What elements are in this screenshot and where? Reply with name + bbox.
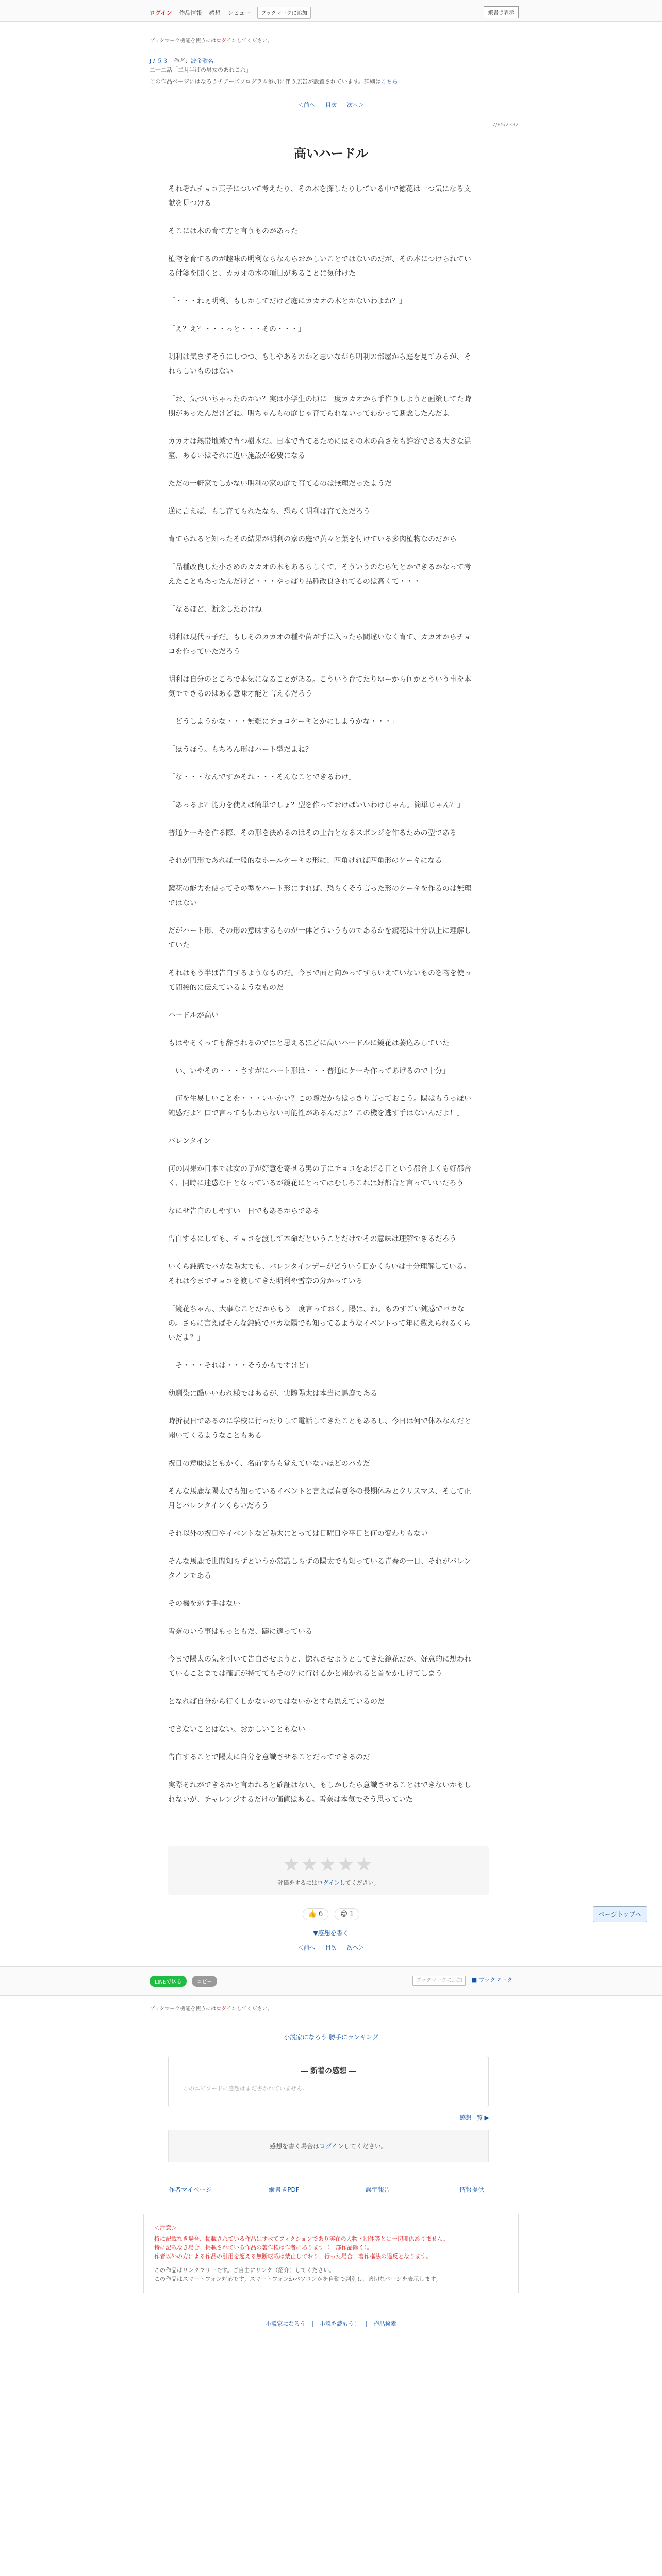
body-paragraph: 育てられると知ったその結果が明利の家の庭で黄々と葉を付けている多肉植物なのだから (168, 535, 457, 544)
notice-login-link-bottom[interactable]: ログイン (216, 2006, 237, 2012)
body-paragraph: そんな馬鹿な陽太でも知っているイベントと言えば春夏冬の長期休みとクリスマス、そして正月とバレンタインくらいだろう (168, 1487, 471, 1510)
body-paragraph: できないことはない。おかしいこともない (168, 1725, 305, 1734)
vertical-display-button[interactable]: 縦書き表示 (484, 6, 519, 18)
review-login-link[interactable]: ログイン (319, 2143, 344, 2150)
login-notice: ブックマーク機能を使うにはログインしてください。 (150, 38, 273, 44)
body-paragraph: いくら鈍感でバカな陽太でも、バレンタインデーがどういう日かくらいは十分理解している。それは今までチョコを渡してきた明利や雪奈の分かっている (168, 1263, 471, 1285)
ad-details-link[interactable]: こちら (380, 78, 398, 85)
body-paragraph: となれば自分から行くしかないのではないかとすら思えているのだ (168, 1698, 385, 1706)
body-paragraph: 雪奈のいう事はもっともだ、躊に適っている (168, 1628, 312, 1636)
footer-search-link[interactable]: 作品検索 (373, 2320, 396, 2327)
body-paragraph: 「お、気づいちゃったのかい？実は小学生の頃に一度カカオから手作りしようと画策してた時期があったんだけどね。明ちゃんもの庭じゃ育てられないってわかって断念したんだよ」 (168, 395, 471, 418)
rating-login-link[interactable]: ログイン (317, 1879, 340, 1886)
body-paragraph: 「どうしようかな・・・無難にチョコケーキとかにしようかな・・・」 (168, 718, 399, 726)
author-mypage-link[interactable]: 作者マイページ (169, 2186, 212, 2193)
pager-bottom (143, 1943, 519, 1952)
typo-report-link[interactable]: 誤字報告 (365, 2186, 390, 2193)
author-link[interactable]: 波金歌名 (190, 58, 213, 64)
reaction-smile[interactable]: 😊 1 (335, 1908, 359, 1920)
rating-box: ★★★★★ 評価をするにはログインしてください。 (168, 1846, 489, 1895)
body-paragraph: 告白することで陽太に自分を意識させることだってできるのだ (168, 1753, 370, 1761)
copy-button[interactable]: コピー (192, 1976, 218, 1987)
body-paragraph: 明利は自分のところで本気になることがある。こういう育てたりゆーから何かとういう事を本気でできるのはある意味才能と言えるだろう (168, 675, 471, 698)
body-paragraph: 鏡花の能力を使ってその型をハート形にすれば、恐らくそう言った形のケーキを作るのは無理ではない (168, 885, 471, 907)
body-paragraph: だがハート形、その形の意味するものが一体どういうものであるかを鏡花は十分以上に理解していた (168, 927, 471, 950)
series-link[interactable]: J / ５３ (150, 58, 168, 64)
body-paragraph: それ以外の祝日やイベントなど陽太にとっては日曜日や平日と何の変わりもない (168, 1530, 428, 1538)
main-content (143, 36, 519, 1952)
body-paragraph: 告白するにしても、チョコを渡して本命だということだけでその意味は理解できるだろう (168, 1235, 457, 1243)
body-paragraph: バレンタイン (168, 1137, 211, 1145)
info-provide-link[interactable]: 情報提供 (459, 2186, 484, 2193)
body-paragraph: 実際それができるかと言われると確証はない。もしかしたら意識させることはできないかもしれないが、チャレンジするだけの価値はある。雪奈は本気でそう思っていた (168, 1781, 471, 1804)
body-paragraph: 「品種改良した小さめのカカオの木もあるらしくて、そういうのなら何とかできるかなって考えたこともあったんだけど・・・やっぱり品種改良されてるのは高くて・・・」 (168, 563, 471, 586)
body-paragraph: それが円形であれば一般的なホールケーキの形に、四角ければ四角形のケーキになる (168, 857, 442, 865)
novel-meta: J / ５３ 作者：波金歌名 二十二話「二月半ばの男女のあれこれ」 この作品ページにはなろうチアーズプログラム参加に伴う広告が設置されています。詳細はこちら (150, 57, 519, 86)
footer-yomou-link[interactable]: 小説を読もう！ (320, 2320, 359, 2327)
reaction-thumbs-up[interactable]: 👍 6 (303, 1908, 329, 1920)
bookmark-add-button-bottom[interactable]: ブックマークに追加 (412, 1976, 466, 1986)
body-paragraph: 「あっるよ？能力を使えば簡単でしょ？型を作っておけばいいわけじゃん。簡単じゃん？」 (168, 801, 465, 809)
footer-narou-link[interactable]: 小説家になろう (266, 2320, 306, 2327)
body-paragraph: その機を逃す手はない (168, 1600, 240, 1608)
next-link-bottom[interactable]: 次へ＞ (347, 1944, 364, 1951)
body-paragraph: カカオは熱帯地域で育つ樹木だ。日本で育てるためにはその木の高さをも許容できる大きな温室、あるいはそれに近い施設が必要になる (168, 437, 471, 460)
login-to-review: 感想を書く場合はログインしてください。 (168, 2130, 489, 2162)
body-paragraph: 逆に言えば、もし育てられたなら、恐らく明利は育てただろう (168, 507, 370, 516)
line-share-button[interactable]: LINEで送る (150, 1976, 187, 1987)
page-top-button[interactable]: ページトップへ (593, 1906, 647, 1922)
body-paragraph: 今まで陽太の気を引いて告白させようと、惚れさせようとしてきた鏡花だが、好意的に想われていることまでは確証が持ててもその先に行けるかと聞かれると首をかしげてしまう (168, 1655, 471, 1678)
reactions (143, 1908, 519, 1920)
episode-number: 7/85/2332 (492, 122, 519, 128)
body-paragraph: 「・・・ねぇ明利、もしかしてだけど庭にカカオの木とかないわよね？」 (168, 297, 406, 306)
thumbs-up-icon: 👍 (308, 1910, 317, 1918)
body-paragraph: 「そ・・・それは・・・そうかもですけど」 (168, 1362, 312, 1370)
login-link[interactable]: ログイン (150, 9, 172, 16)
body-paragraph: そんな馬鹿で世間知らずというか常識しらずの陽太でも知っている青春の一日、それがバレンタインである (168, 1557, 471, 1580)
login-notice-bottom: ブックマーク機能を使うにはログインしてください。 (150, 2006, 273, 2012)
top-bar (0, 0, 662, 22)
write-review-link[interactable]: ▼感想を書く (313, 1929, 349, 1937)
prev-link[interactable]: ＜前へ (298, 101, 315, 108)
body-paragraph: そこには木の育て方と言うものがあった (168, 227, 298, 235)
body-paragraph: 「鏡花ちゃん、大事なことだからもう一度言っておく。陽は、ね。ものすごい鈍感でバカなの。さらに言えばそんな鈍感でバカな陽でも知ってるようなイベントって年に数えられるくらいだよ？」 (168, 1305, 471, 1342)
prev-link-bottom[interactable]: ＜前へ (298, 1944, 315, 1951)
toc-link-bottom[interactable]: 目次 (325, 1944, 337, 1951)
body-paragraph: 時折祝日であるのに学校に行ったりして電話してきたこともあるし、今日は何で休みなんだと聞いてくるようなこともある (168, 1417, 471, 1440)
body-paragraph: ただの一軒家でしかない明利の家の庭で育てるのは無理だったようだ (168, 480, 392, 488)
body-paragraph: 「何を生易しいことを・・・いいかい？この際だからはっきり言っておこう。陽はもうっぽい鈍感だよ？口で言っても伝わらない可能性があるんだよ？この機を逃す手はないんだよ！」 (168, 1095, 471, 1117)
all-impressions-link[interactable]: 感想一覧 ▶ (460, 2114, 489, 2121)
smile-icon: 😊 (340, 1910, 347, 1918)
bookmark-link[interactable]: ■ ブックマーク (471, 1977, 512, 1984)
body-paragraph: ハードルが高い (168, 1011, 219, 1020)
caution-box: ＜注意＞ 特に記載なき場合、掲載されている作品はすべてフィクションであり実在の人物・団体等とは一切関係ありません。 特に記載なき場合、掲載されている作品の著作権は作者にあります（一部作品除く）。 作者以外の方による作品の引用を超える無断転載は禁止しており、行った場合、著作権法の違反となります。 この作品はリンクフリーです。ご自由にリンク（紹介）してください。 この作品はスマートフォン対応です。スマートフォンかパソコンかを自動で判別し、適切なページを表示します。 (143, 2214, 519, 2293)
body-paragraph: 「い、いやその・・・さすがにハート形は・・・普通にケーキ作ってあげるので十分」 (168, 1067, 450, 1075)
site-footer: 小説家になろう | 小説を読もう！ | 作品検索 (143, 2309, 519, 2328)
share-bar (0, 1966, 662, 1996)
body-paragraph: 何の因果か日本では女の子が好意を寄せる男の子にチョコをあげる日という都合よくも好都合く、同時に迷惑な日となっているが鏡花にとってはむしろこれは好都合と言っていいだろう (168, 1165, 471, 1188)
body-paragraph: それぞれチョコ菓子について考えたり、その本を探したりしている中で徳花は一つ気になる文献を見つける (168, 185, 471, 208)
footer-links (143, 2179, 519, 2199)
notice-login-link[interactable]: ログイン (216, 38, 237, 44)
next-link[interactable]: 次へ＞ (347, 101, 364, 108)
body-paragraph: それはもう半ば告白するようなものだ。今まで面と向かってすらいえていないものを物を使って間接的に伝えているようなものだ (168, 969, 471, 992)
chapter-name: 二十二話「二月半ばの男女のあれこれ」 (150, 66, 252, 73)
ranking-link[interactable]: 小説家になろう 勝手にランキング (284, 2033, 378, 2041)
body-paragraph: 祝日の意味はともかく、名前すらも覚えていないほどのバカだ (168, 1460, 370, 1468)
impressions-heading: ― 新着の感想 ― (301, 2067, 356, 2075)
impressions-empty: このエピソードに感想はまだ書かれていません。 (183, 2085, 308, 2092)
body-paragraph: 明利は現代っ子だ。もしそのカカオの種や苗が手に入ったら間違いなく育て、カカオからチョコを作っていただろう (168, 633, 471, 656)
episode-title: 高いハードル (294, 146, 368, 161)
impressions-link[interactable]: 感想 (209, 9, 221, 16)
body-paragraph: 「ほうほう。もちろん形はハート型だよね？」 (168, 745, 320, 754)
toc-link[interactable]: 目次 (325, 101, 337, 108)
body-paragraph: 「な・・・なんですかそれ・・・そんなことできるわけ」 (168, 773, 356, 782)
body-paragraph: 植物を育てるのが趣味の明利ならなんらおかしいことではないのだが、その本につけられている付箋を開くと、カカオの木の項目があることに気付けた (168, 255, 471, 278)
new-impressions-box (168, 2056, 489, 2107)
works-info-link[interactable]: 作品情報 (179, 9, 202, 16)
episode-body (168, 182, 477, 1807)
pager-top (143, 100, 519, 109)
body-paragraph: 幼馴染に酷いいわれ様ではあるが、実際陽太は本当に馬鹿である (168, 1389, 377, 1398)
body-paragraph: もはやそくっても辞されるのではと思えるほどに高いハードルに鏡花は萎込みしていた (168, 1039, 450, 1047)
body-paragraph: 「え？え？・・・っと・・・その・・・」 (168, 325, 305, 333)
body-paragraph: 「なるほど、断念したわけね」 (168, 605, 269, 614)
body-paragraph: 明利は気まずそうにしつつ、もしやあるのかと思いながら明利の部屋から庭を見てみるが、それらしいものはない (168, 353, 471, 376)
vertical-pdf-link[interactable]: 縦書きPDF (269, 2186, 300, 2193)
rating-stars[interactable]: ★★★★★ (283, 1854, 374, 1875)
bookmark-add-button[interactable]: ブックマークに追加 (257, 7, 310, 19)
body-paragraph: 普通ケーキを作る際、その形を決めるのはその土台となるスポンジを作るための型である (168, 829, 457, 837)
body-paragraph: なにせ告白のしやすい一日でもあるからである (168, 1207, 320, 1215)
reviews-link[interactable]: レビュー (227, 9, 251, 16)
